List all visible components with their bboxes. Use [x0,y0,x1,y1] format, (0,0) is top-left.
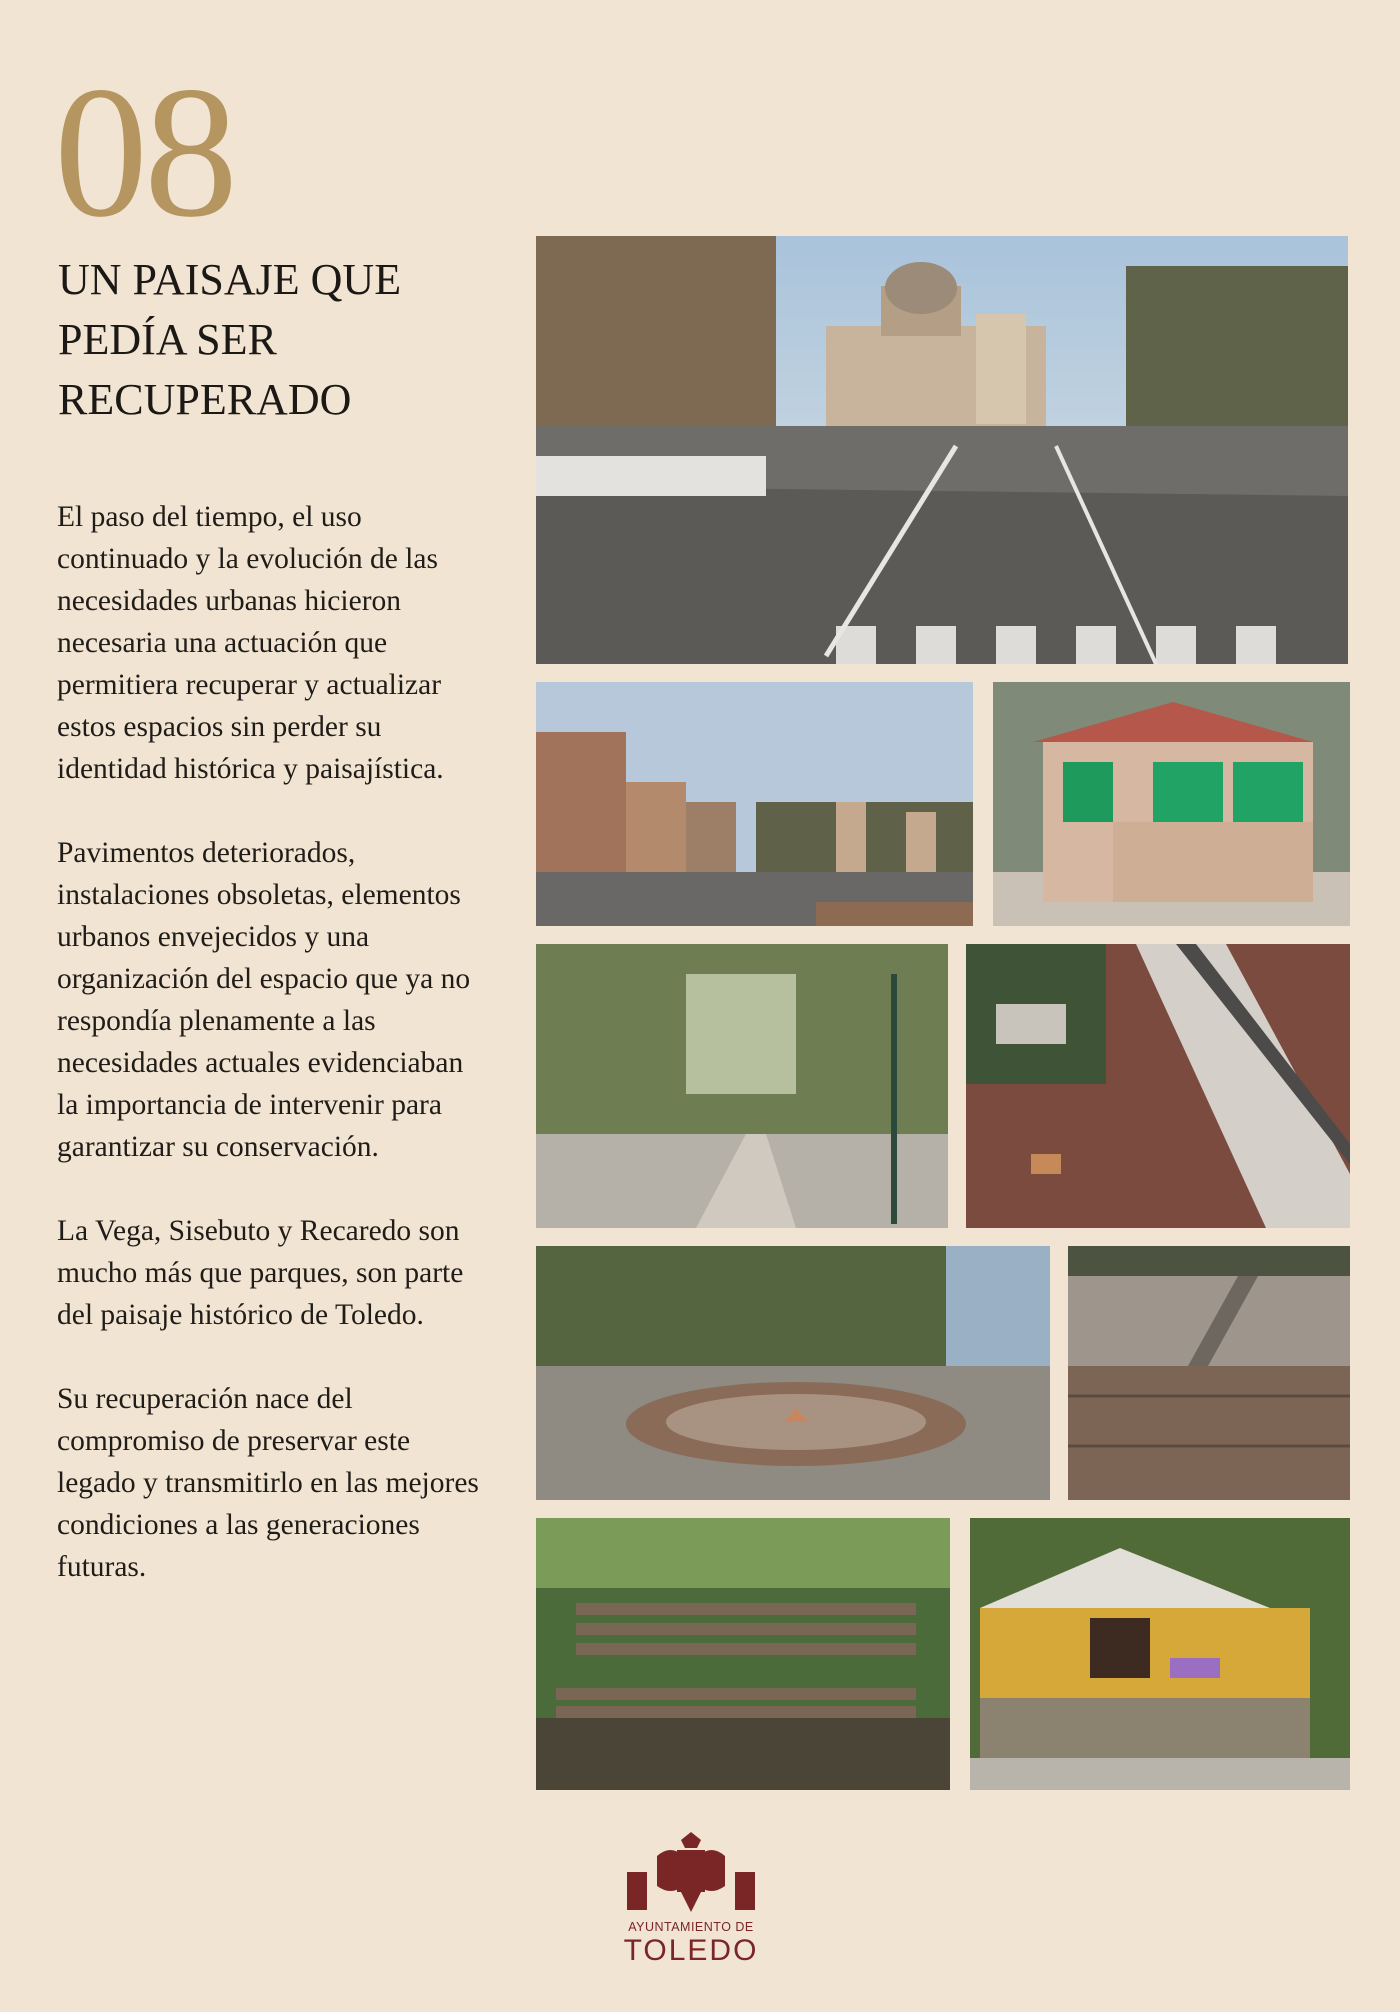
photo-cobble-paving [1068,1246,1350,1500]
paragraph-4: Su recuperación nace del compromiso de preservar este legado y transmitirlo en las mejores condiciones a las generaciones futuras. [57,1383,479,1583]
section-number: 08 [54,47,234,256]
section-title: UN PAISAJE QUE PEDÍA SER RECUPERADO [58,255,402,424]
body-text [57,496,487,1630]
photo-brick-walkway [966,944,1350,1228]
photo-street-church [536,236,1348,664]
photo-avenue-buildings [536,682,973,926]
logo-text-ayuntamiento: AYUNTAMIENTO DE [628,1920,754,1934]
photo-yellow-building [970,1518,1350,1790]
paragraph-1: El paso del tiempo, el uso continuado y la evolución de las necesidades urbanas hicieron necesaria una actuación que permitiera recuperar y actualizar estos espacios sin perder su identidad histórica y paisajística. [57,501,444,785]
ayuntamiento-logo [608,1826,774,1982]
logo-text-toledo: TOLEDO [623,1934,759,1967]
toledo-coat-of-arms-icon [621,1826,761,1916]
photo-wooden-bench [536,1518,950,1790]
paragraph-2: Pavimentos deteriorados, instalaciones obsoletas, elementos urbanos envejecidos y una organización del espacio que ya no respondía plenamente a las necesidades actuales evidenciaban la importancia de intervenir para garantizar su conservación. [57,837,471,1163]
photo-park-path [536,944,948,1228]
paragraph-3: La Vega, Sisebuto y Recaredo son mucho más que parques, son parte del paisaje histórico de Toledo. [57,1215,464,1331]
photo-fountain [536,1246,1050,1500]
photo-brick-kiosk [993,682,1350,926]
